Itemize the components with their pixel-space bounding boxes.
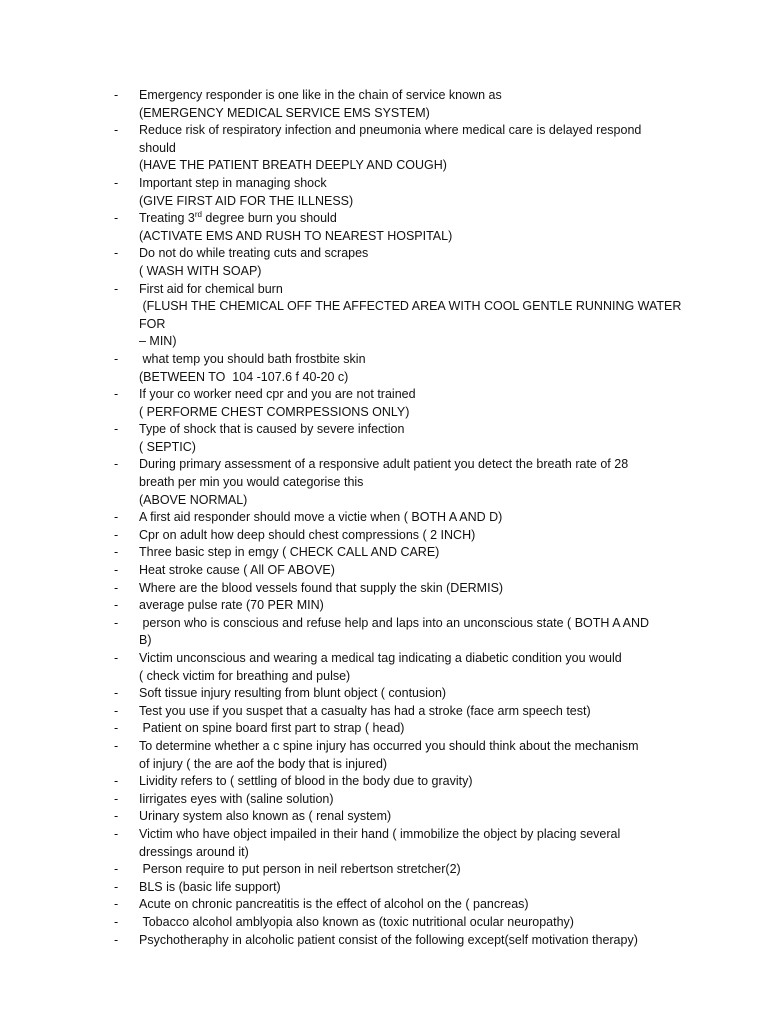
item-line bbox=[139, 685, 684, 703]
item-line bbox=[139, 421, 684, 439]
list-item bbox=[114, 703, 684, 721]
list-item bbox=[114, 826, 684, 861]
item-line bbox=[139, 879, 684, 897]
question-answer-list bbox=[114, 87, 684, 949]
item-line-text: During primary assessment of a responsive adult patient you detect the breath rate of 28 bbox=[139, 457, 629, 472]
item-line-text: average pulse rate (70 PER MIN) bbox=[139, 598, 324, 613]
item-line-text: ( PERFORME CHEST COMRPESSIONS ONLY) bbox=[139, 404, 410, 419]
item-line-text: Soft tissue injury resulting from blunt object ( contusion) bbox=[139, 686, 447, 701]
item-line-text: Urinary system also known as ( renal system) bbox=[139, 809, 392, 824]
list-item bbox=[114, 896, 684, 914]
item-line-text: (BETWEEN TO 104 -107.6 f 40-20 c) bbox=[139, 369, 349, 384]
bullet-dash: - bbox=[114, 651, 119, 665]
item-line bbox=[139, 157, 684, 175]
item-line-text: Lividity refers to ( settling of blood in the body due to gravity) bbox=[139, 774, 473, 789]
bullet-dash: - bbox=[114, 510, 119, 525]
list-item bbox=[114, 421, 684, 456]
bullet-dash: - bbox=[114, 123, 119, 138]
item-line bbox=[139, 597, 684, 615]
item-line bbox=[139, 562, 684, 580]
item-line bbox=[139, 228, 684, 246]
list-item bbox=[114, 175, 684, 210]
bullet-dash: - bbox=[114, 932, 119, 947]
item-line bbox=[139, 509, 684, 527]
item-line-text-continued: degree burn you should bbox=[201, 211, 337, 226]
bullet-dash: - bbox=[114, 563, 119, 578]
list-item bbox=[114, 791, 684, 809]
item-line bbox=[139, 87, 684, 105]
bullet-dash: - bbox=[114, 774, 119, 789]
list-item bbox=[114, 650, 684, 685]
list-item bbox=[114, 738, 684, 773]
bullet-dash: - bbox=[114, 580, 119, 595]
item-line bbox=[139, 474, 684, 492]
item-line bbox=[139, 263, 684, 281]
item-line bbox=[139, 351, 684, 369]
item-line bbox=[139, 369, 684, 387]
item-line-text: BLS is (basic life support) bbox=[139, 879, 281, 894]
item-line-text: Iirrigates eyes with (saline solution) bbox=[139, 791, 334, 806]
bullet-dash: - bbox=[114, 879, 119, 894]
item-line-text: Do not do while treating cuts and scrapes bbox=[139, 246, 369, 261]
item-line-text: Patient on spine board first part to strap ( head) bbox=[139, 721, 405, 736]
bullet-dash: - bbox=[114, 809, 119, 824]
item-line-text: Victim unconscious and wearing a medical tag indicating a diabetic condition you would bbox=[139, 651, 622, 665]
item-line bbox=[139, 404, 684, 422]
item-line-text: person who is conscious and refuse help and laps into an unconscious state ( BOTH A AND bbox=[139, 615, 650, 630]
item-line-text: ( WASH WITH SOAP) bbox=[139, 263, 262, 278]
list-item bbox=[114, 351, 684, 386]
item-line-text: Heat stroke cause ( All OF ABOVE) bbox=[139, 563, 335, 578]
item-line-text: (FLUSH THE CHEMICAL OFF THE AFFECTED AREA WITH COOL GENTLE RUNNING WATER FOR bbox=[139, 299, 685, 331]
item-line-text: (ACTIVATE EMS AND RUSH TO NEAREST HOSPITAL) bbox=[139, 228, 453, 243]
list-item bbox=[114, 509, 684, 527]
item-line-text: Psychotheraphy in alcoholic patient consist of the following except(self motivation therapy) bbox=[139, 932, 638, 947]
item-line-text: Type of shock that is caused by severe infection bbox=[139, 422, 405, 437]
item-line bbox=[139, 140, 684, 158]
bullet-dash: - bbox=[114, 457, 119, 472]
item-line-text: Important step in managing shock bbox=[139, 175, 327, 190]
item-line-text: what temp you should bath frostbite skin bbox=[139, 351, 366, 366]
list-item bbox=[114, 210, 684, 245]
item-line-text: of injury ( the are aof the body that is injured) bbox=[139, 756, 388, 771]
item-line bbox=[139, 808, 684, 826]
item-line bbox=[139, 773, 684, 791]
bullet-dash: - bbox=[114, 914, 119, 929]
item-line bbox=[139, 580, 684, 598]
item-line-text: (ABOVE NORMAL) bbox=[139, 492, 248, 507]
item-line bbox=[139, 632, 684, 650]
item-line-text: (HAVE THE PATIENT BREATH DEEPLY AND COUGH) bbox=[139, 158, 447, 173]
superscript-ordinal: rd bbox=[194, 210, 202, 219]
list-item bbox=[114, 932, 684, 950]
item-line bbox=[139, 193, 684, 211]
bullet-dash: - bbox=[114, 897, 119, 912]
item-line-text: If your co worker need cpr and you are not trained bbox=[139, 387, 416, 402]
item-line-text: Acute on chronic pancreatitis is the effect of alcohol on the ( pancreas) bbox=[139, 897, 529, 912]
list-item bbox=[114, 615, 684, 650]
bullet-dash: - bbox=[114, 246, 119, 261]
item-line bbox=[139, 210, 684, 228]
bullet-dash: - bbox=[114, 703, 119, 718]
item-line-text: – MIN) bbox=[139, 334, 177, 349]
item-line-text: should bbox=[139, 140, 176, 155]
item-line bbox=[139, 439, 684, 457]
list-item bbox=[114, 87, 684, 122]
item-line-text: Test you use if you suspet that a casualty has had a stroke (face arm speech test) bbox=[139, 703, 591, 718]
list-item bbox=[114, 456, 684, 509]
item-line bbox=[139, 386, 684, 404]
item-line-text: Tobacco alcohol amblyopia also known as (toxic nutritional ocular neuropathy) bbox=[139, 914, 574, 929]
list-item bbox=[114, 527, 684, 545]
item-line bbox=[139, 544, 684, 562]
bullet-dash: - bbox=[114, 527, 119, 542]
item-line-text: breath per min you would categorise this bbox=[139, 475, 364, 490]
item-line-text: B) bbox=[139, 633, 152, 648]
list-item bbox=[114, 720, 684, 738]
item-line bbox=[139, 492, 684, 510]
bullet-dash: - bbox=[114, 615, 119, 630]
item-line-text: Where are the blood vessels found that supply the skin (DERMIS) bbox=[139, 580, 504, 595]
item-line bbox=[139, 245, 684, 263]
item-line bbox=[139, 122, 684, 140]
bullet-dash: - bbox=[114, 826, 119, 841]
list-item bbox=[114, 562, 684, 580]
list-item bbox=[114, 122, 684, 175]
item-line-text: To determine whether a c spine injury has occurred you should think about the mechanism bbox=[139, 738, 639, 753]
list-item bbox=[114, 580, 684, 598]
item-line bbox=[139, 703, 684, 721]
item-line bbox=[139, 105, 684, 123]
item-line bbox=[139, 650, 684, 668]
item-line-text: (EMERGENCY MEDICAL SERVICE EMS SYSTEM) bbox=[139, 105, 430, 120]
list-item bbox=[114, 685, 684, 703]
item-line-text: A first aid responder should move a victie when ( BOTH A AND D) bbox=[139, 510, 503, 525]
item-line bbox=[139, 333, 684, 351]
item-line bbox=[139, 861, 684, 879]
list-item bbox=[114, 861, 684, 879]
item-line bbox=[139, 720, 684, 738]
item-line-text: Emergency responder is one like in the chain of service known as bbox=[139, 88, 502, 102]
bullet-dash: - bbox=[114, 721, 119, 736]
item-line bbox=[139, 615, 684, 633]
item-line-text: (GIVE FIRST AID FOR THE ILLNESS) bbox=[139, 193, 354, 208]
bullet-dash: - bbox=[114, 387, 119, 402]
item-line-text: Cpr on adult how deep should chest compressions ( 2 INCH) bbox=[139, 527, 476, 542]
bullet-dash: - bbox=[114, 738, 119, 753]
list-item bbox=[114, 879, 684, 897]
bullet-dash: - bbox=[114, 211, 119, 226]
list-item bbox=[114, 386, 684, 421]
bullet-dash: - bbox=[114, 351, 119, 366]
list-item bbox=[114, 914, 684, 932]
item-line bbox=[139, 756, 684, 774]
item-line-text: Reduce risk of respiratory infection and pneumonia where medical care is delayed respond bbox=[139, 123, 642, 138]
bullet-dash: - bbox=[114, 88, 119, 102]
item-line-text: First aid for chemical burn bbox=[139, 281, 283, 296]
item-line bbox=[139, 791, 684, 809]
item-line bbox=[139, 281, 684, 299]
item-line-text: ( check victim for breathing and pulse) bbox=[139, 668, 351, 683]
item-line-text: ( SEPTIC) bbox=[139, 439, 196, 454]
bullet-dash: - bbox=[114, 598, 119, 613]
bullet-dash: - bbox=[114, 422, 119, 437]
list-item bbox=[114, 544, 684, 562]
item-line bbox=[139, 175, 684, 193]
item-line bbox=[139, 896, 684, 914]
item-line bbox=[139, 738, 684, 756]
bullet-dash: - bbox=[114, 686, 119, 701]
bullet-dash: - bbox=[114, 175, 119, 190]
list-item bbox=[114, 808, 684, 826]
item-line bbox=[139, 932, 684, 950]
list-item bbox=[114, 245, 684, 280]
bullet-dash: - bbox=[114, 281, 119, 296]
list-item bbox=[114, 773, 684, 791]
item-line bbox=[139, 527, 684, 545]
item-line bbox=[139, 668, 684, 686]
item-line-text: Victim who have object impailed in their hand ( immobilize the object by placing several bbox=[139, 826, 621, 841]
item-line-text: Three basic step in emgy ( CHECK CALL AND CARE) bbox=[139, 545, 440, 560]
item-line bbox=[139, 298, 684, 333]
item-line-text: dressings around it) bbox=[139, 844, 249, 859]
bullet-dash: - bbox=[114, 791, 119, 806]
item-line bbox=[139, 844, 684, 862]
item-line bbox=[139, 456, 684, 474]
item-line bbox=[139, 914, 684, 932]
list-item bbox=[114, 597, 684, 615]
bullet-dash: - bbox=[114, 545, 119, 560]
item-line-text: Person require to put person in neil rebertson stretcher(2) bbox=[139, 862, 461, 877]
bullet-dash: - bbox=[114, 862, 119, 877]
item-line bbox=[139, 826, 684, 844]
list-item bbox=[114, 281, 684, 351]
item-line-text: Treating 3 bbox=[139, 211, 195, 226]
